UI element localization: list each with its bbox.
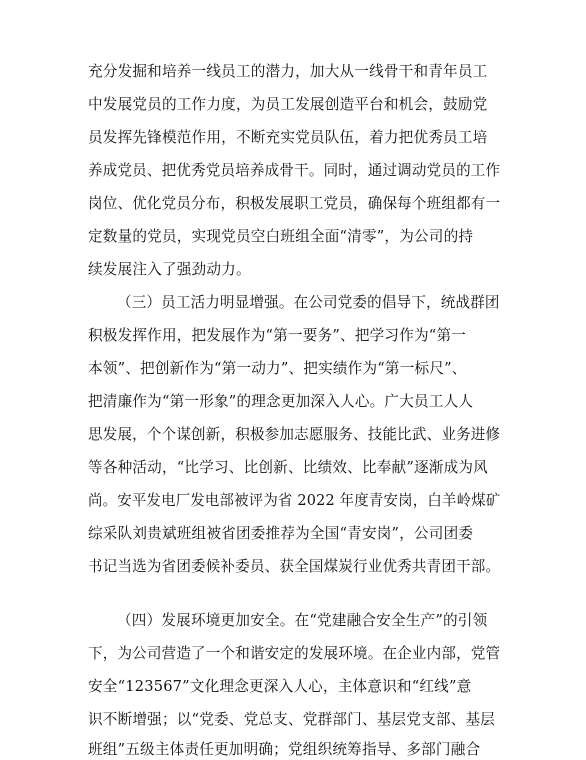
paragraph-1-line: 员发挥先锋模范作用，不断充实党员队伍，着力把优秀员工培: [88, 129, 488, 146]
paragraph-3-line: 下，为公司营造了一个和谐安定的发展环境。在企业内部，党管: [88, 645, 501, 662]
paragraph-2-line: 综采队刘贵斌班组被省团委推荐为全国“青安岗”，公司团委: [88, 525, 474, 542]
paragraph-2-line: 等各种活动，“比学习、比创新、比绩效、比奉献”逐渐成为风: [88, 459, 488, 476]
paragraph-2-line: 尚。安平发电厂发电部被评为省 2022 年度青安岗，白羊岭煤矿: [88, 492, 501, 509]
paragraph-3-line: 班组”五级主体责任更加明确；党组织统筹指导、多部门融合: [88, 741, 481, 758]
paragraph-3-line: 安全“123567”文化理念更深入人心，主体意识和“红线”意: [88, 678, 472, 695]
paragraph-2-line: 把清廉作为“第一形象”的理念更加深入人心。广大员工人人: [88, 393, 474, 410]
paragraph-1-line: 定数量的党员，实现党员空白班组全面“清零”，为公司的持: [88, 228, 474, 245]
paragraph-1-line: 养成党员、把优秀党员培养成骨干。同时，通过调动党员的工作: [88, 162, 501, 179]
paragraph-2-line: 本领”、把创新作为“第一动力”、把实绩作为“第一标尺”、: [88, 360, 467, 377]
paragraph-3-heading-line: （四）发展环境更加安全。在“党建融合安全生产”的引领: [117, 612, 488, 629]
paragraph-1-line: 岗位、优化党员分布，积极发展职工党员，确保每个班组都有一: [88, 195, 501, 212]
paragraph-2-line: 积极发挥作用，把发展作为“第一要务”、把学习作为“第一: [88, 327, 467, 344]
paragraph-3-line: 识不断增强；以“党委、党总支、党群部门、基层党支部、基层: [88, 711, 496, 728]
paragraph-1-line: 充分发掘和培养一线员工的潜力，加大从一线骨干和青年员工: [88, 63, 488, 80]
paragraph-2-line: 思发展，个个谋创新，积极参加志愿服务、技能比武、业务进修: [88, 426, 501, 443]
paragraph-1-line: 中发展党员的工作力度，为员工发展创造平台和机会，鼓励党: [88, 96, 488, 113]
paragraph-2-line: 书记当选为省团委候补委员、获全国煤炭行业优秀共青团干部。: [88, 558, 501, 575]
paragraph-1-line: 续发展注入了强劲动力。: [88, 261, 251, 278]
paragraph-2-heading-line: （三）员工活力明显增强。在公司党委的倡导下，统战群团: [117, 294, 500, 311]
